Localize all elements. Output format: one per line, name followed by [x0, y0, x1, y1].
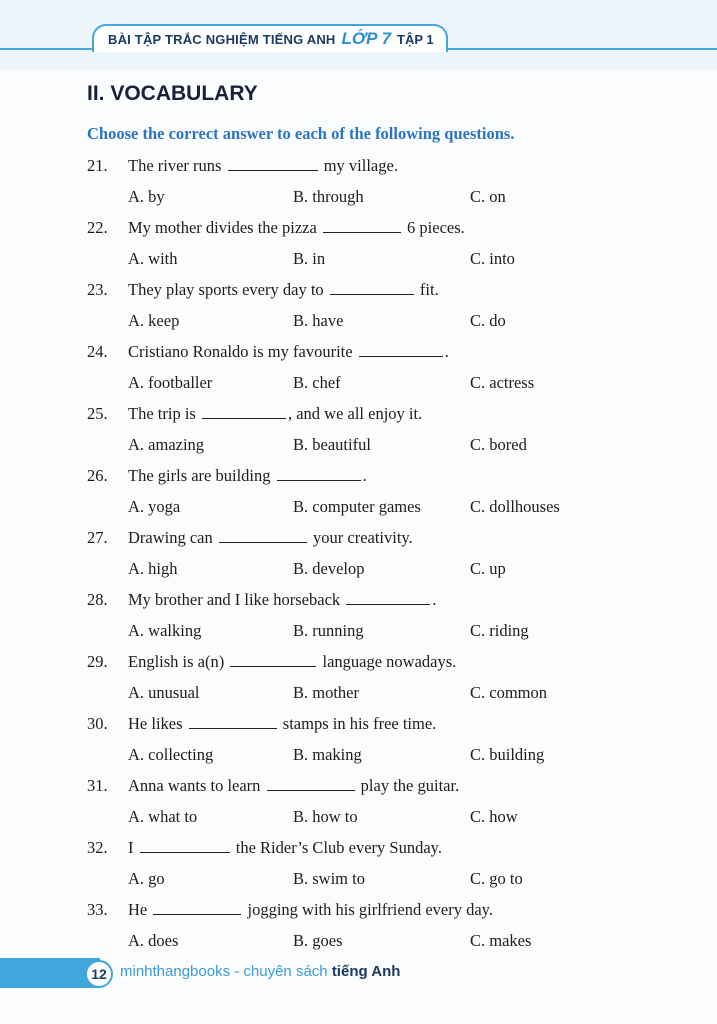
answer-options [128, 803, 648, 831]
option-a[interactable]: A. keep [128, 311, 180, 330]
option-b[interactable]: B. have [293, 311, 344, 330]
question-text-after: my village. [323, 156, 398, 175]
answer-blank [202, 401, 286, 419]
question-text-before: He likes [128, 714, 183, 733]
question-text-before: They play sports every day to [128, 280, 324, 299]
question-stem [87, 648, 456, 676]
option-b[interactable]: B. mother [293, 683, 359, 702]
option-a[interactable]: A. amazing [128, 435, 205, 454]
answer-options [128, 617, 648, 645]
question-text-after: the Rider’s Club every Sunday. [235, 838, 442, 857]
answer-blank [277, 463, 361, 481]
option-c[interactable]: C. riding [470, 621, 529, 640]
question-text-before: My brother and I like horseback [128, 590, 341, 609]
answer-blank [153, 897, 241, 915]
question-stem [87, 214, 465, 242]
question-item [87, 400, 647, 462]
question-text-before: The trip is [128, 404, 196, 423]
book-grade: LỚP 7 [341, 29, 392, 48]
footer-brand [120, 963, 400, 980]
option-a[interactable]: A. go [128, 869, 165, 888]
question-number: 28. [87, 590, 108, 609]
question-number: 21. [87, 156, 108, 175]
question-text-after: 6 pieces. [407, 218, 465, 237]
option-c[interactable]: C. up [470, 559, 506, 578]
option-a[interactable]: A. by [128, 187, 165, 206]
page-number: 12 [85, 960, 113, 988]
question-text-before: Drawing can [128, 528, 213, 547]
option-b[interactable]: B. through [293, 187, 364, 206]
question-text-after: fit. [419, 280, 439, 299]
question-item [87, 710, 647, 772]
question-item [87, 586, 647, 648]
question-text-before: English is a(n) [128, 652, 225, 671]
answer-options [128, 555, 648, 583]
option-c[interactable]: C. go to [470, 869, 523, 888]
question-text-after: your creativity. [313, 528, 413, 547]
question-text-after: play the guitar. [360, 776, 460, 795]
answer-options [128, 679, 648, 707]
answer-options [128, 865, 648, 893]
question-stem [87, 400, 422, 428]
option-c[interactable]: C. dollhouses [470, 497, 560, 516]
question-item [87, 648, 647, 710]
question-number: 33. [87, 900, 108, 919]
section-title: II. VOCABULARY [87, 82, 258, 105]
question-text-after: stamps in his free time. [282, 714, 437, 733]
option-a[interactable]: A. unusual [128, 683, 200, 702]
option-c[interactable]: C. bored [470, 435, 527, 454]
question-text-before: The river runs [128, 156, 222, 175]
question-item [87, 338, 647, 400]
option-a[interactable]: A. what to [128, 807, 198, 826]
question-stem [87, 772, 459, 800]
option-b[interactable]: B. develop [293, 559, 365, 578]
answer-blank [359, 339, 443, 357]
answer-blank [323, 215, 401, 233]
option-a[interactable]: A. footballer [128, 373, 213, 392]
question-text-after: language nowadays. [322, 652, 457, 671]
answer-options [128, 927, 648, 955]
answer-blank [230, 649, 316, 667]
option-a[interactable]: A. walking [128, 621, 202, 640]
option-b[interactable]: B. swim to [293, 869, 365, 888]
answer-options [128, 245, 648, 273]
question-number: 26. [87, 466, 108, 485]
question-number: 27. [87, 528, 108, 547]
book-title-tab [92, 24, 448, 52]
question-text-after: . [362, 466, 367, 485]
answer-options [128, 493, 648, 521]
question-stem [87, 586, 436, 614]
answer-blank [228, 153, 318, 171]
question-item [87, 276, 647, 338]
question-number: 32. [87, 838, 108, 857]
question-text-after: . [444, 342, 449, 361]
answer-options [128, 307, 648, 335]
question-text-before: Anna wants to learn [128, 776, 261, 795]
question-stem [87, 276, 439, 304]
question-stem [87, 710, 436, 738]
question-stem [87, 896, 493, 924]
option-c[interactable]: C. into [470, 249, 515, 268]
book-title: BÀI TẬP TRẮC NGHIỆM TIẾNG ANH [108, 31, 336, 47]
instruction: Choose the correct answer to each of the following questions. [87, 124, 515, 143]
option-a[interactable]: A. with [128, 249, 178, 268]
question-stem [87, 338, 449, 366]
option-c[interactable]: C. do [470, 311, 506, 330]
question-list [87, 152, 647, 958]
question-number: 30. [87, 714, 108, 733]
question-number: 22. [87, 218, 108, 237]
option-b[interactable]: B. computer games [293, 497, 421, 516]
footer-brand-text: minhthangbooks - chuyên sách [120, 963, 328, 980]
question-text-before: He [128, 900, 148, 919]
option-b[interactable]: B. goes [293, 931, 343, 950]
option-b[interactable]: B. in [293, 249, 326, 268]
option-a[interactable]: A. collecting [128, 745, 214, 764]
option-b[interactable]: B. running [293, 621, 364, 640]
question-stem [87, 152, 398, 180]
question-text-after: jogging with his girlfriend every day. [247, 900, 493, 919]
answer-blank [267, 773, 355, 791]
question-text-after: . [432, 590, 437, 609]
question-text-before: The girls are building [128, 466, 271, 485]
question-number: 25. [87, 404, 108, 423]
footer-brand-bold: tiếng Anh [331, 963, 401, 980]
answer-options [128, 431, 648, 459]
answer-blank [219, 525, 307, 543]
question-text-before: My mother divides the pizza [128, 218, 317, 237]
option-c[interactable]: C. building [470, 745, 545, 764]
question-stem [87, 524, 413, 552]
option-b[interactable]: B. making [293, 745, 362, 764]
question-item [87, 524, 647, 586]
question-text-before: Cristiano Ronaldo is my favourite [128, 342, 353, 361]
option-c[interactable]: C. how [470, 807, 518, 826]
question-item [87, 772, 647, 834]
question-number: 23. [87, 280, 108, 299]
question-text-after: , and we all enjoy it. [287, 404, 423, 423]
option-c[interactable]: C. common [470, 683, 547, 702]
option-a[interactable]: A. yoga [128, 497, 181, 516]
option-b[interactable]: B. how to [293, 807, 358, 826]
answer-blank [140, 835, 230, 853]
question-item [87, 462, 647, 524]
question-item [87, 896, 647, 958]
answer-options [128, 369, 648, 397]
question-stem [87, 462, 367, 490]
option-a[interactable]: A. does [128, 931, 179, 950]
answer-options [128, 741, 648, 769]
question-number: 31. [87, 776, 108, 795]
question-item [87, 152, 647, 214]
answer-options [128, 183, 648, 211]
answer-blank [330, 277, 414, 295]
option-b[interactable]: B. beautiful [293, 435, 371, 454]
option-c[interactable]: C. makes [470, 931, 532, 950]
question-item [87, 834, 647, 896]
option-a[interactable]: A. high [128, 559, 178, 578]
option-c[interactable]: C. on [470, 187, 506, 206]
question-number: 24. [87, 342, 108, 361]
option-c[interactable]: C. actress [470, 373, 535, 392]
question-stem [87, 834, 442, 862]
answer-blank [346, 587, 430, 605]
question-item [87, 214, 647, 276]
option-b[interactable]: B. chef [293, 373, 341, 392]
book-volume: TẬP 1 [397, 31, 434, 47]
question-number: 29. [87, 652, 108, 671]
question-text-before: I [128, 838, 134, 857]
answer-blank [189, 711, 277, 729]
